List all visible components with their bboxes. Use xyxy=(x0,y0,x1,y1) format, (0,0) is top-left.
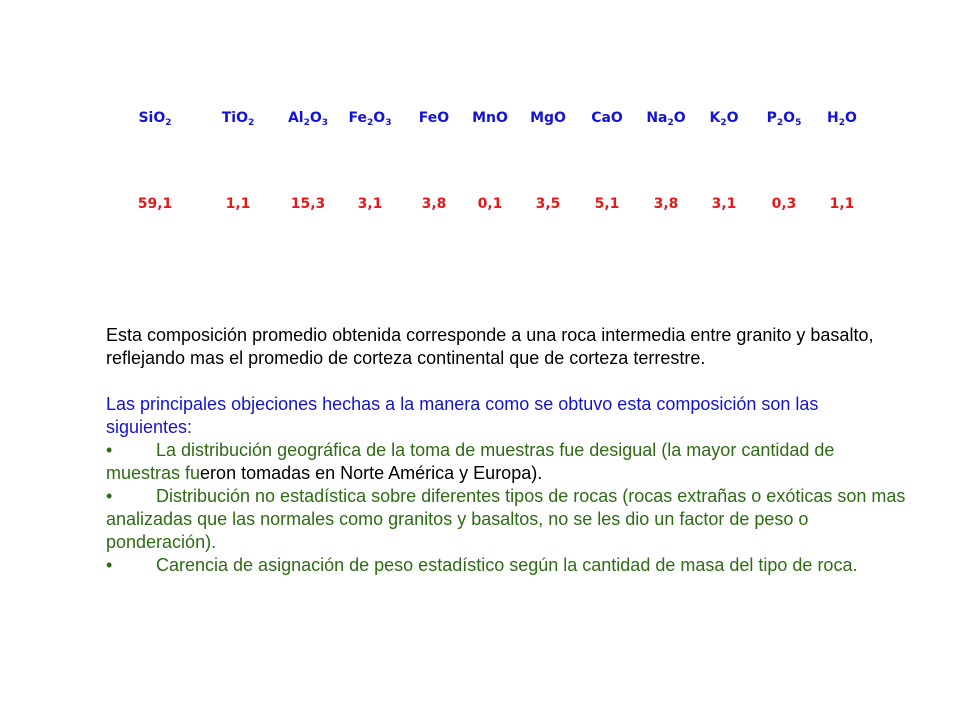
oxide-header-5: MnO xyxy=(472,110,508,126)
bullet-text-dark: eron tomadas en Norte América y Europa). xyxy=(200,463,543,483)
text-block xyxy=(106,324,906,577)
paragraph-summary: Esta composición promedio obtenida corresponde a una roca intermedia entre granito y basalto, reflejando mas el promedio de corteza continental que de corteza terrestre. xyxy=(106,325,874,368)
oxide-value-2: 15,3 xyxy=(290,196,326,212)
oxide-header-4: FeO xyxy=(418,110,450,126)
oxide-value-1: 1,1 xyxy=(225,196,251,212)
bullet-text: Carencia de asignación de peso estadístico según la cantidad de masa del tipo de roca. xyxy=(156,555,858,575)
oxide-value-3: 3,1 xyxy=(357,196,383,212)
oxide-header-7: CaO xyxy=(591,110,623,126)
bullet-icon: • xyxy=(106,555,113,575)
oxide-values-row xyxy=(0,196,960,220)
oxide-value-9: 3,1 xyxy=(711,196,737,212)
oxide-value-5: 0,1 xyxy=(477,196,503,212)
oxide-header-1: TiO$_2$ xyxy=(221,110,255,128)
bullet-item xyxy=(106,485,906,554)
oxide-header-9: $K_2O$ xyxy=(709,110,739,128)
oxide-header-11: $H_2O$ xyxy=(827,110,857,128)
oxide-header-2: $Al_2O_3$ xyxy=(287,110,329,128)
oxide-value-6: 3,5 xyxy=(535,196,561,212)
bullet-text: Distribución no estadística sobre diferentes tipos de rocas (rocas extrañas o exóticas son mas analizadas que las normales como granitos y basaltos, no se les dio un factor de peso o ponderación). xyxy=(106,486,906,552)
oxide-header-row xyxy=(0,110,960,134)
oxide-value-10: 0,3 xyxy=(771,196,797,212)
oxide-value-4: 3,8 xyxy=(421,196,447,212)
oxide-header-10: $P_2O_5$ xyxy=(766,110,802,128)
oxide-header-8: $Na_2O$ xyxy=(646,110,686,128)
oxide-header-0: SiO$_2$ xyxy=(138,110,172,128)
bullet-icon: • xyxy=(106,440,113,460)
oxide-value-11: 1,1 xyxy=(829,196,855,212)
oxide-header-3: $Fe_2O_3$ xyxy=(348,110,392,128)
bullet-text: La distribución geográfica de la toma de muestras fue desigual (la mayor cantidad de muestras fu xyxy=(106,440,835,483)
oxide-value-0: 59,1 xyxy=(137,196,173,212)
bullet-item xyxy=(106,554,906,577)
bullet-icon: • xyxy=(106,486,113,506)
oxide-header-6: MgO xyxy=(530,110,566,126)
oxide-value-8: 3,8 xyxy=(653,196,679,212)
bullet-item xyxy=(106,439,906,485)
paragraph-objections: Las principales objeciones hechas a la manera como se obtuvo esta composición son las siguientes: xyxy=(106,394,819,437)
oxide-value-7: 5,1 xyxy=(594,196,620,212)
